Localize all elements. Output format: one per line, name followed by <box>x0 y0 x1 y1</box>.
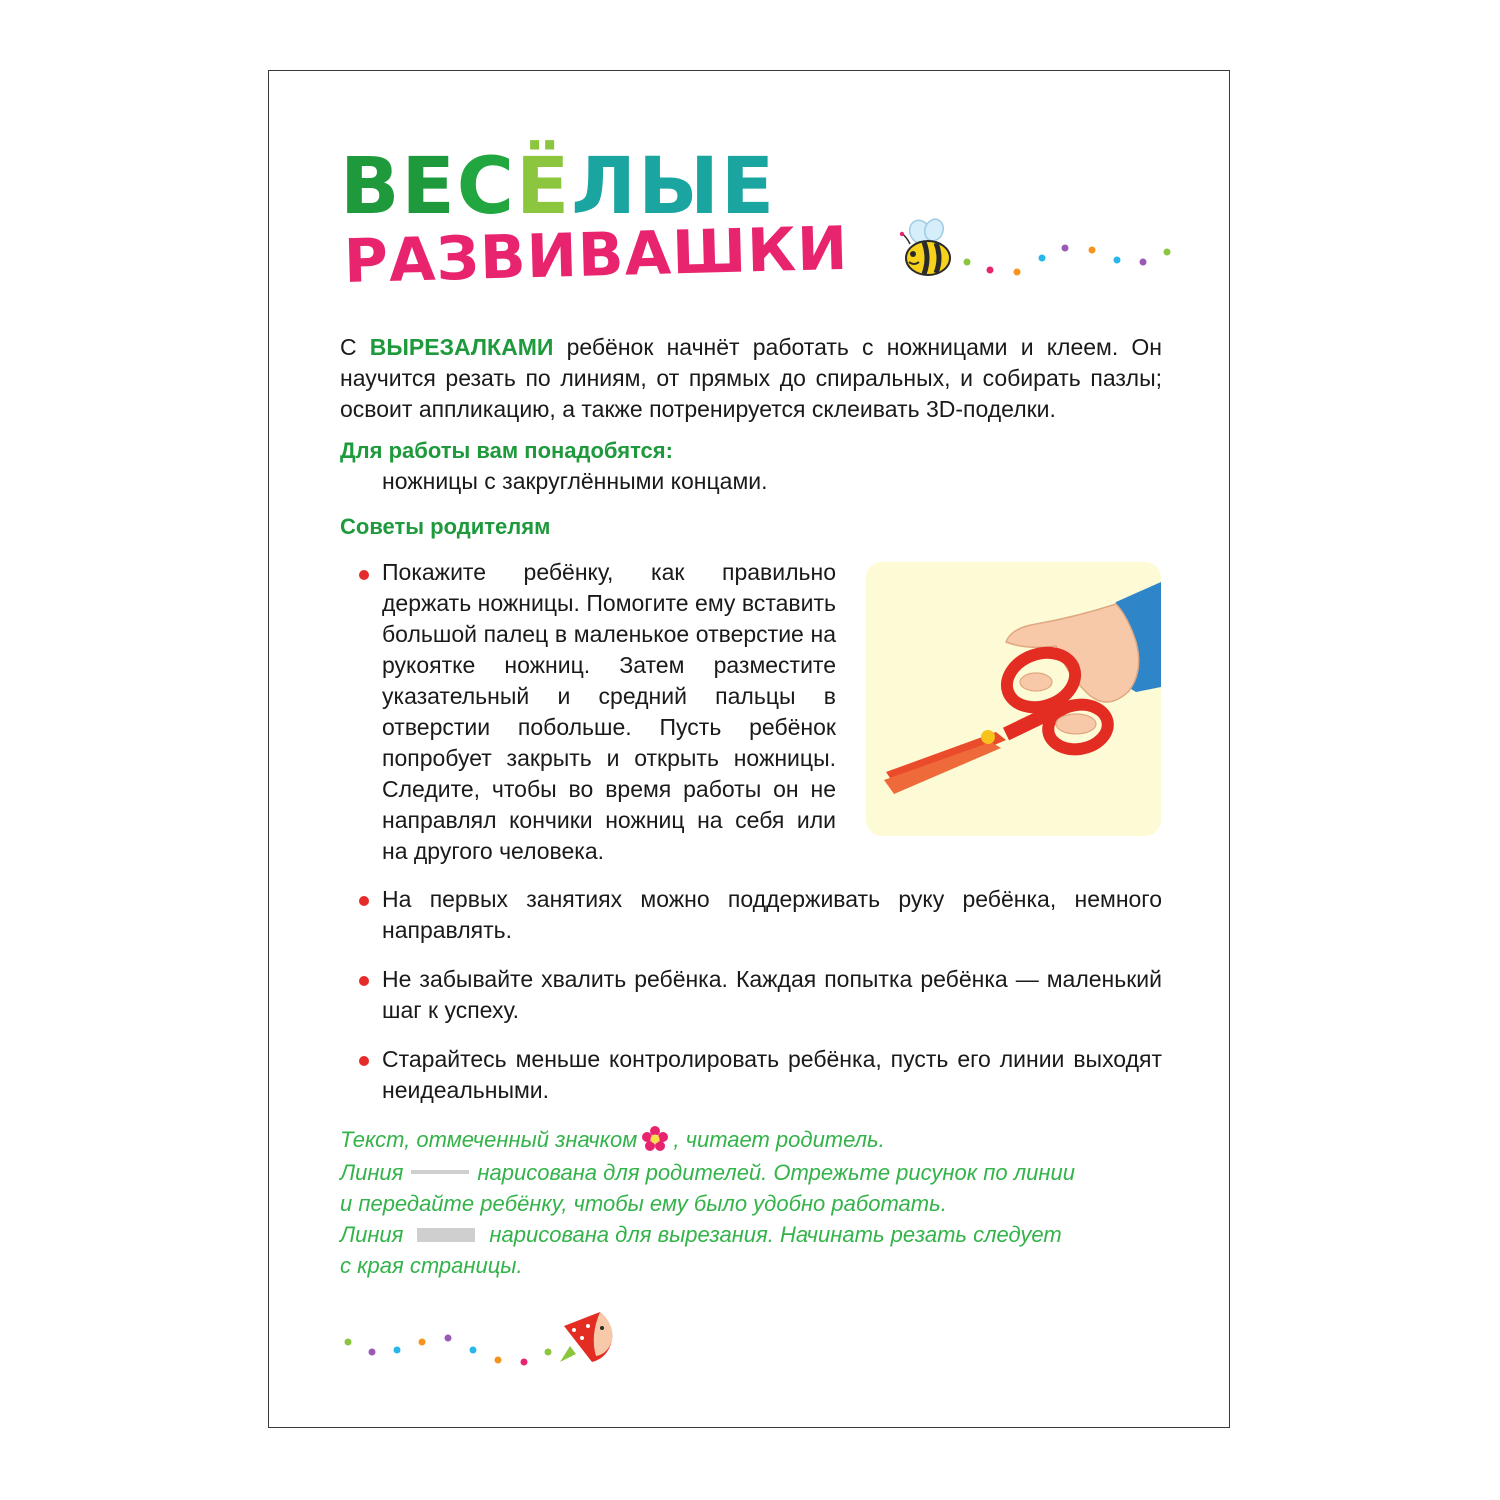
bullet-dot-icon <box>359 976 369 986</box>
legend-block <box>340 1124 1162 1281</box>
legend-line-3: и передайте ребёнку, чтобы ему было удобно работать. <box>340 1191 947 1217</box>
tip-item-3: Не забывайте хвалить ребёнка. Каждая попытка ребёнка — маленький шаг к успеху. <box>382 966 1162 1023</box>
legend-line-4: Линия нарисована для вырезания. Начинать резать следует <box>340 1222 1062 1248</box>
bullet-dot-icon <box>359 896 369 906</box>
fish-icon <box>556 1306 618 1368</box>
flower-icon <box>641 1125 669 1153</box>
materials-item: ножницы с закруглёнными концами. <box>382 468 768 494</box>
parent-line-sample <box>411 1170 469 1174</box>
intro-highlight: ВЫРЕЗАЛКАМИ <box>369 334 554 360</box>
legend-line-2: Линия нарисована для родителей. Отрежьте рисунок по линии <box>340 1160 1075 1186</box>
tips-heading: Советы родителям <box>340 514 551 539</box>
cut-line-sample <box>417 1228 475 1242</box>
bullet-dot-icon <box>359 1056 369 1066</box>
tip-item-1: Покажите ребёнку, как правильно держать ножницы. Помогите ему вставить большой палец в маленькое отверстие на рукоятке ножниц. Затем разместите указательный и средний пальцы в отверстии побольше. Пусть ребёнок попробует закрыть и открыть ножницы. Следите, чтобы во время работы он не направлял кончики ножниц на себя или на другого человека. <box>382 559 836 864</box>
legend-line-5: с края страницы. <box>340 1253 523 1279</box>
intro-paragraph: С ВЫРЕЗАЛКАМИ ребёнок начнёт работать с ножницами и клеем. Он научится резать по линиям, от прямых до спиральных, и собирать пазлы; освоит аппликацию, а также потренируется склеивать 3D-поделки. <box>340 334 1163 422</box>
tip-item-4: Старайтесь меньше контролировать ребёнка, пусть его линии выходят неидеальными. <box>382 1046 1162 1103</box>
logo-title <box>340 140 850 310</box>
scissors-illustration <box>866 562 1161 836</box>
tip-item-2: На первых занятиях можно поддерживать руку ребёнка, немного направлять. <box>382 886 1162 943</box>
title-line2: РАЗВИВАШКИ <box>343 213 850 297</box>
bullet-dot-icon <box>359 570 369 580</box>
materials-heading: Для работы вам понадобятся: <box>340 438 673 463</box>
decorative-dots-top <box>955 238 1175 278</box>
legend-line-1: Текст, отмеченный значком , читает родитель. <box>340 1127 885 1152</box>
decorative-dots-bottom <box>340 1330 560 1370</box>
bee-icon <box>896 218 960 282</box>
title-line1: ВЕСЁЛЫЕ <box>340 142 777 232</box>
